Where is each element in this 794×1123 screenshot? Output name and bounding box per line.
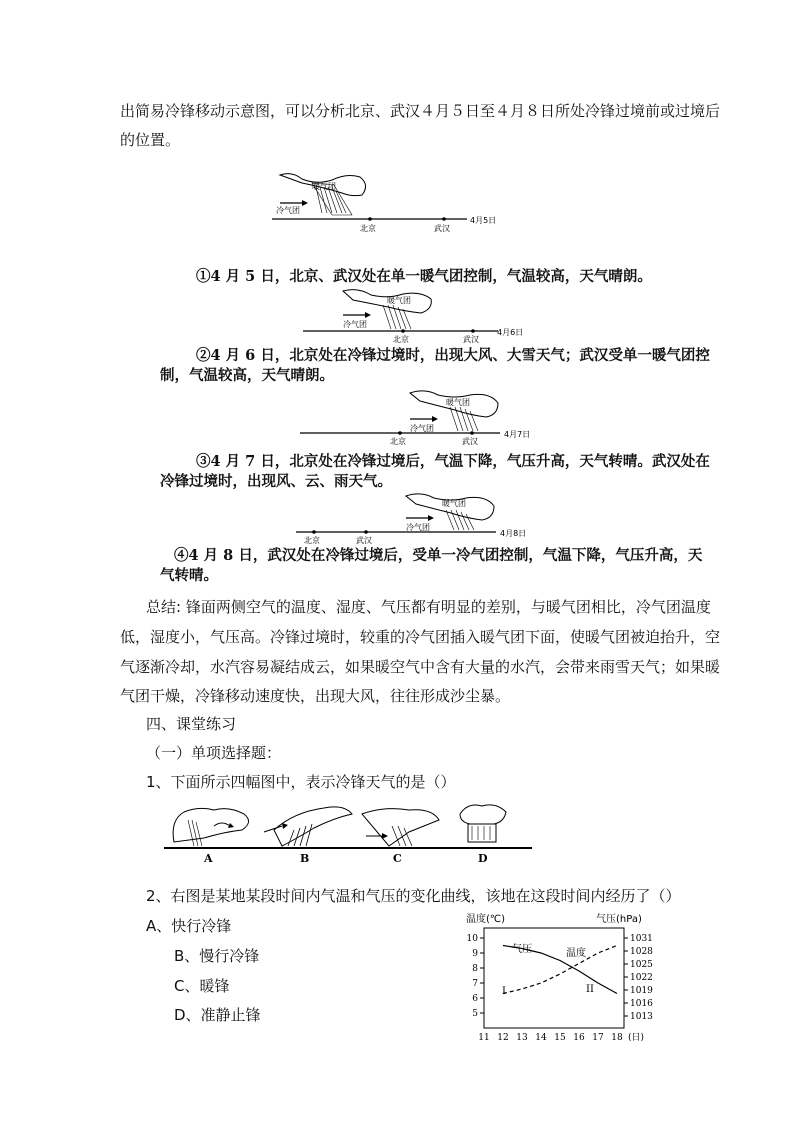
summary-line-2: 低，湿度小，气压高。冷锋过境时，较重的冷气团插入暖气团下面，使暖气团被迫抬升，空 [120,628,721,646]
option-d: D、准静止锋 [174,1006,261,1024]
summary-line-3: 气逐渐冷却，水汽容易凝结成云，如果暖空气中含有大量的水汽，会带来雨雪天气；如果暖 [120,658,721,676]
left-tick-label: 6 [472,994,478,1004]
x-unit-label: (日) [628,1033,645,1043]
right-tick-label: 1031 [630,934,653,944]
day3-text-1: ③4 月 7 日，北京处在冷锋过境后，气温下降，气压升高，天气转晴。武汉处在 [196,453,710,470]
option-b: B、慢行冷锋 [174,947,260,965]
date-label: 4月6日 [497,328,524,337]
wuhan-label: 武汉 [463,335,479,344]
question-1-figures [164,800,534,870]
front-diagram-apr8 [296,488,556,546]
summary-line-4: 气团干燥，冷锋移动速度快，出现大风，往往形成沙尘暴。 [120,687,511,705]
subsection-title: （一）单项选择题： [146,744,282,762]
day2-text-1: ②4 月 6 日，北京处在冷锋过境时，出现大风、大雪天气；武汉受单一暖气团控 [196,347,710,364]
front-diagram-apr7 [300,385,560,447]
temperature-label: 温度 [566,948,586,959]
cold-label: 冷气团 [406,523,430,532]
beijing-label: 北京 [390,437,406,446]
day4-text-2: 气转晴。 [160,567,218,584]
cold-label: 冷气团 [343,320,367,329]
q1-label-b: B [300,852,310,865]
x-tick-label: 12 [497,1033,509,1043]
right-tick-label: 1025 [630,960,653,970]
date-label: 4月7日 [504,430,531,439]
x-tick-label: 18 [611,1033,623,1043]
x-tick-label: 15 [554,1033,566,1043]
right-tick-label: 1013 [630,1012,653,1022]
cold-label: 冷气团 [410,424,434,433]
date-label: 4月8日 [500,529,527,538]
summary-line-1: 总结: 锋面两侧空气的温度、湿度、气压都有明显的差别，与暖气团相比，冷气团温度 [146,598,711,616]
warm-label: 暖气团 [442,499,466,508]
left-axis-label: 温度(℃) [466,914,506,925]
wuhan-label: 武汉 [356,536,372,545]
left-tick-label: 8 [472,964,478,974]
left-tick-label: 10 [466,934,478,944]
date-label: 4月5日 [470,216,497,225]
beijing-label: 北京 [393,335,409,344]
right-axis-label: 气压(hPa) [596,914,642,925]
x-tick-label: 11 [478,1033,490,1043]
day1-text: ①4 月 5 日，北京、武汉处在单一暖气团控制，气温较高，天气晴朗。 [196,268,652,285]
day4-text-1: ④4 月 8 日，武汉处在冷锋过境后，受单一冷气团控制，气温下降，气压升高，天 [174,547,703,564]
q1-label-c: C [393,852,402,865]
option-c: C、暖锋 [174,977,230,995]
cold-label: 冷气团 [276,206,300,215]
warm-label: 暖气团 [387,296,411,305]
question-1: 1、下面所示四幅图中，表示冷锋天气的是（） [146,773,456,791]
day2-text-2: 制，气温较高，天气晴朗。 [160,367,334,384]
temperature-pressure-chart [460,910,660,1044]
left-tick-label: 7 [472,979,478,989]
intro-line-2: 的位置。 [120,131,181,149]
q1-label-d: D [478,852,488,865]
x-tick-label: 17 [592,1033,604,1043]
front-diagram-apr5 [272,165,502,235]
right-tick-label: 1016 [630,999,653,1009]
right-tick-label: 1028 [630,947,653,957]
x-tick-label: 16 [573,1033,585,1043]
beijing-label: 北京 [360,224,376,233]
marker-i: I [502,986,506,997]
wuhan-label: 武汉 [462,437,478,446]
front-diagram-apr6 [303,285,533,345]
x-tick-label: 13 [516,1033,528,1043]
q1-label-a: A [204,852,213,865]
right-tick-label: 1019 [630,986,653,996]
beijing-label: 北京 [304,536,320,545]
section-title: 四、课堂练习 [146,715,237,733]
option-a: A、快行冷锋 [146,917,232,935]
right-tick-label: 1022 [630,973,653,983]
wuhan-label: 武汉 [434,224,450,233]
question-2: 2、右图是某地某段时间内气温和气压的变化曲线，该地在这段时间内经历了（） [146,887,681,905]
day3-text-2: 冷锋过境时，出现风、云、雨天气。 [160,473,392,490]
marker-ii: II [586,984,594,995]
left-tick-label: 9 [472,949,478,959]
warm-label: 暖气团 [312,182,336,191]
warm-label: 暖气团 [446,398,470,407]
left-tick-label: 5 [472,1009,478,1019]
intro-line-1: 出简易冷锋移动示意图，可以分析北京、武汉４月５日至４月８日所处冷锋过境前或过境后 [120,102,721,120]
x-tick-label: 14 [535,1033,547,1043]
pressure-label: 气压 [512,944,532,955]
